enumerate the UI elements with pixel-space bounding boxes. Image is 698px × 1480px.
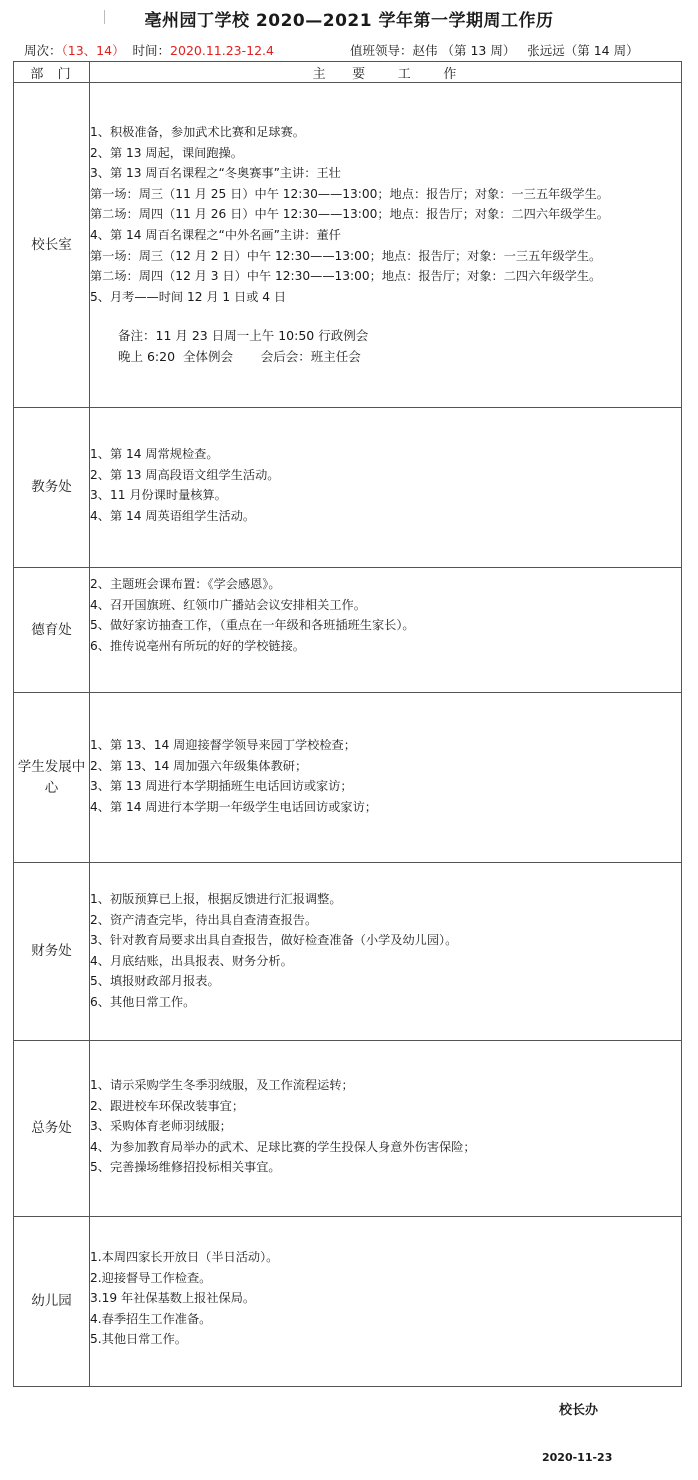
dept-cell: 德育处 xyxy=(14,568,90,693)
header-dept: 部 门 xyxy=(14,62,90,83)
list-item: 3、采购体育老师羽绒服； xyxy=(90,1119,232,1134)
list-item: 3、针对教育局要求出具自查报告，做好检查准备（小学及幼儿园）。 xyxy=(90,933,458,948)
dept-cell: 学生发展中心 xyxy=(14,693,90,863)
week-value: （13、14） xyxy=(61,43,125,58)
table-row xyxy=(14,693,682,863)
list-item: 2、第 13 周高段语文组学生活动。 xyxy=(90,467,280,482)
list-item: 1、第 13、14 周迎接督学领导来园丁学校检查； xyxy=(90,738,356,752)
dept-cell: 总务处 xyxy=(14,1041,90,1217)
list-item: 5、完善操场维修招投标相关事宜。 xyxy=(90,1160,281,1175)
dept-cell: 校长室 xyxy=(14,83,90,408)
list-item: 第二场：周四（12 月 3 日）中午 12:30——13:00；地点：报告厅；对象：二四六年级学生。 xyxy=(90,269,602,284)
remark-line: 备注：11 月 23 日周一上午 10:50 行政例会 xyxy=(118,328,369,344)
list-item: 4、月底结账，出具报表、财务分析。 xyxy=(90,953,293,968)
duty-leaders: 值班领导：赵伟 （第 13 周） 张远远（第 14 周） xyxy=(350,43,639,58)
list-item: 5、月考——时间 12 月 1 日或 4 日 xyxy=(90,289,287,304)
table-row xyxy=(14,568,682,693)
table-row xyxy=(14,863,682,1041)
list-item: 2、主题班会课布置：《学会感恩》。 xyxy=(90,577,281,591)
list-item: 第二场：周四（11 月 26 日）中午 12:30——13:00；地点：报告厅；对象：二四六年级学生。 xyxy=(90,207,609,222)
week-label: 周次： xyxy=(24,43,62,58)
content-cell xyxy=(90,863,682,1041)
table-row xyxy=(14,83,682,408)
header-work: 主 要 工 作 xyxy=(90,62,682,83)
list-item: 4.春季招生工作准备。 xyxy=(90,1311,212,1326)
list-item: 1、第 14 周常规检查。 xyxy=(90,447,219,461)
time-label: 时间： xyxy=(132,43,171,58)
content-cell xyxy=(90,568,682,693)
list-item: 6、其他日常工作。 xyxy=(90,994,196,1009)
meta-line xyxy=(24,41,694,59)
dept-cell: 财务处 xyxy=(14,863,90,1041)
list-item: 3、第 13 周百名课程之“冬奥赛事”主讲：王壮 xyxy=(90,166,341,181)
dept-cell: 教务处 xyxy=(14,408,90,568)
content-cell xyxy=(90,83,682,408)
content-cell xyxy=(90,693,682,863)
table-row xyxy=(14,1041,682,1217)
list-item: 4、为参加教育局举办的武术、足球比赛的学生投保人身意外伤害保险； xyxy=(90,1139,476,1154)
list-item: 4、第 14 周英语组学生活动。 xyxy=(90,508,256,523)
list-item: 4、第 14 周进行本学期一年级学生电话回访或家访； xyxy=(90,799,377,814)
list-item: 第一场：周三（11 月 25 日）中午 12:30——13:00；地点：报告厅；对象：一三五年级学生。 xyxy=(90,186,609,201)
dept-cell: 幼儿园 xyxy=(14,1217,90,1387)
list-item: 第一场：周三（12 月 2 日）中午 12:30——13:00；地点：报告厅；对象：一三五年级学生。 xyxy=(90,248,602,263)
footer-signature: 校长办 xyxy=(559,1403,599,1418)
list-item: 2.迎接督导工作检查。 xyxy=(90,1270,212,1285)
list-item: 2、资产清查完毕，待出具自查清查报告。 xyxy=(90,912,318,927)
list-item: 2、第 13、14 周加强六年级集体教研； xyxy=(90,758,308,773)
week-info xyxy=(24,41,274,59)
list-item: 5、填报财政部月报表。 xyxy=(90,974,220,989)
content-cell xyxy=(90,1217,682,1387)
list-item: 3、11 月份课时量核算。 xyxy=(90,488,227,503)
list-item: 5、做好家访抽查工作，（重点在一年级和各班插班生家长）。 xyxy=(90,618,415,633)
remark-line: 晚上 6:20 全体例会 会后会：班主任会 xyxy=(118,349,361,365)
list-item: 3.19 年社保基数上报社保局。 xyxy=(90,1291,256,1306)
table-header-row xyxy=(14,62,682,83)
content-cell xyxy=(90,408,682,568)
list-item: 2、第 13 周起，课间跑操。 xyxy=(90,145,243,160)
remark-block xyxy=(90,325,681,367)
list-item: 4、第 14 周百名课程之“中外名画”主讲：董仟 xyxy=(90,227,341,242)
list-item: 4、召开国旗班、红领巾广播站会议安排相关工作。 xyxy=(90,597,366,612)
list-item: 2、跟进校车环保改装事宜； xyxy=(90,1098,245,1113)
list-item: 1、初版预算已上报，根据反馈进行汇报调整。 xyxy=(90,892,342,906)
list-item: 1.本周四家长开放日（半日活动）。 xyxy=(90,1250,279,1264)
footer-date: 2020-11-23 xyxy=(542,1451,613,1464)
table-row xyxy=(14,1217,682,1387)
table-row xyxy=(14,408,682,568)
document-title: 亳州园丁学校 2020—2021 学年第一学期周工作历 xyxy=(144,11,554,31)
list-item: 5.其他日常工作。 xyxy=(90,1332,187,1347)
content-cell xyxy=(90,1041,682,1217)
list-item: 6、推传说亳州有所玩的好的学校链接。 xyxy=(90,638,305,653)
list-item: 1、积极准备，参加武术比赛和足球赛。 xyxy=(90,125,305,139)
weekly-work-table xyxy=(13,61,682,1387)
list-item: 1、请示采购学生冬季羽绒服，及工作流程运转； xyxy=(90,1078,354,1092)
list-item: 3、第 13 周进行本学期插班生电话回访或家访； xyxy=(90,779,353,794)
time-value: 2020.11.23-12.4 xyxy=(170,43,274,58)
